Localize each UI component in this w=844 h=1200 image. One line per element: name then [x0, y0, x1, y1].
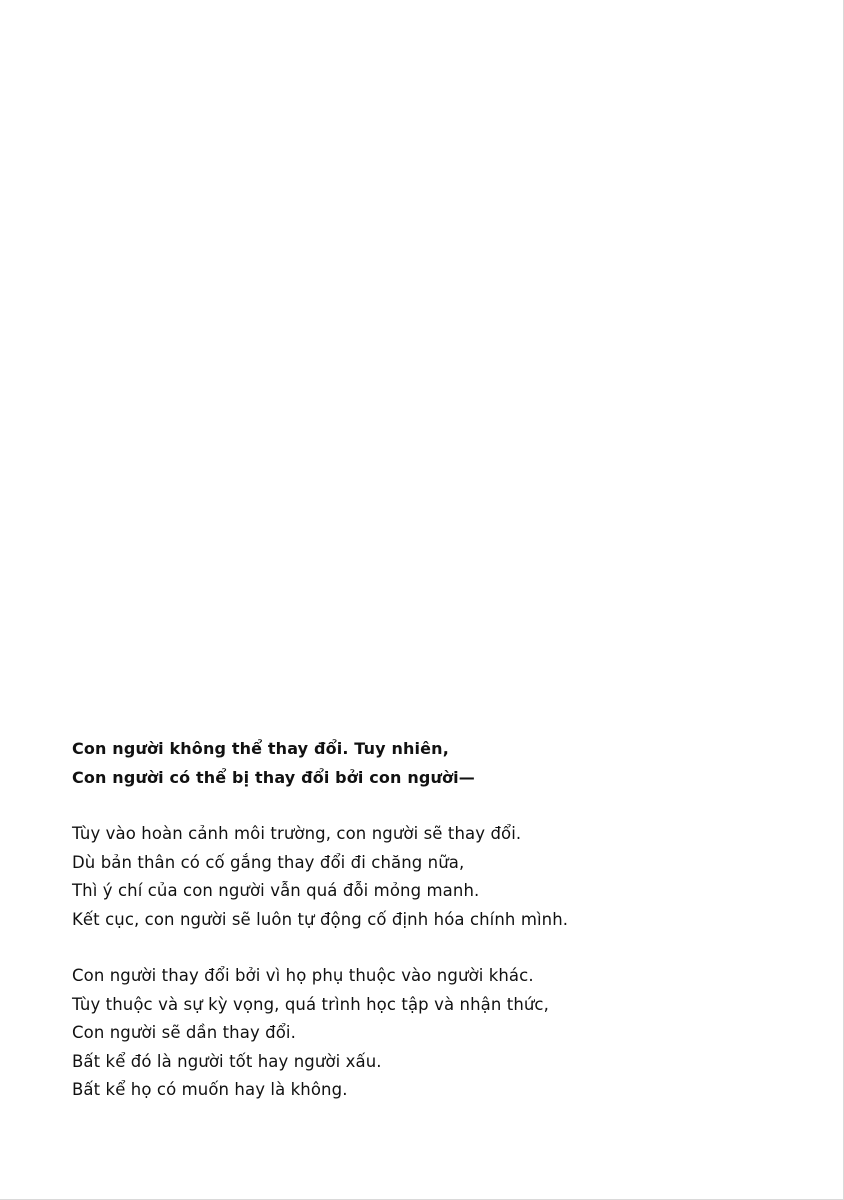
text-line: Kết cục, con người sẽ luôn tự động cố định hóa chính mình. [72, 909, 569, 929]
text-line: Bất kể đó là người tốt hay người xấu. [72, 1051, 382, 1071]
text-line: Dù bản thân có cố gắng thay đổi đi chăng nữa, [72, 852, 465, 872]
text-line: Thì ý chí của con người vẫn quá đỗi mỏng manh. [72, 881, 480, 900]
text-line: Tùy thuộc và sự kỳ vọng, quá trình học tập và nhận thức, [72, 994, 549, 1014]
text-line: Tùy vào hoàn cảnh môi trường, con người sẽ thay đổi. [72, 824, 522, 843]
paragraph-stanza-1 [72, 820, 772, 934]
paragraph-stanza-2 [72, 962, 772, 1105]
text-line: Con người có thể bị thay đổi bởi con người— [72, 767, 475, 787]
text-line: Con người thay đổi bởi vì họ phụ thuộc vào người khác. [72, 966, 534, 985]
text-line: Con người không thể thay đổi. Tuy nhiên, [72, 739, 449, 758]
document-text-block [72, 735, 772, 1105]
paragraph-heading [72, 735, 772, 792]
text-line: Bất kể họ có muốn hay là không. [72, 1080, 348, 1099]
text-line: Con người sẽ dần thay đổi. [72, 1023, 296, 1042]
